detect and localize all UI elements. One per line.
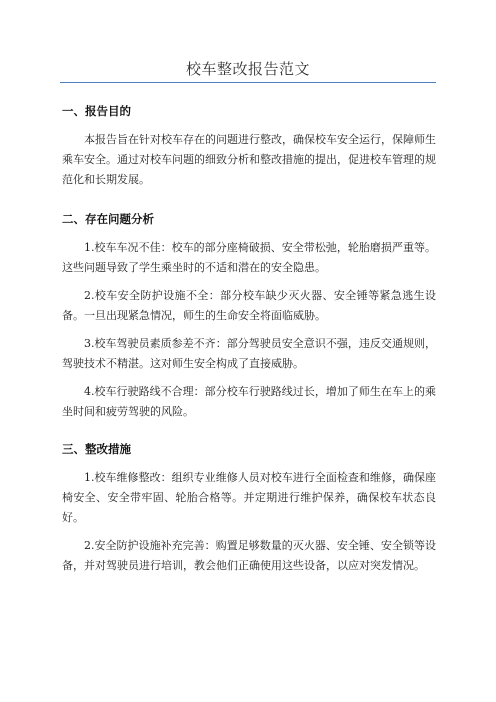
paragraph-problem-4: 4.校车行驶路线不合理：部分校车行驶路线过长，增加了师生在车上的乘坐时间和疲劳驾驶的风险。 bbox=[62, 385, 436, 418]
paragraph-measure-1: 1.校车维修整改：组织专业维修人员对校车进行全面检查和维修，确保座椅安全、安全带牢固、轮胎合格等。并定期进行维护保养，确保校车状态良好。 bbox=[62, 471, 436, 524]
paragraph-purpose: 本报告旨在针对校车存在的问题进行整改，确保校车安全运行，保障师生乘车安全。通过对校车问题的细致分析和整改措施的提出，促进校车管理的规范化和长期发展。 bbox=[62, 133, 436, 186]
paragraph-measure-2: 2.安全防护设施补充完善：购置足够数量的灭火器、安全锤、安全锁等设备，并对驾驶员进行培训，教会他们正确使用这些设备，以应对突发情况。 bbox=[62, 539, 436, 572]
section-heading-measures: 三、整改措施 bbox=[62, 442, 131, 456]
paragraph-problem-3: 3.校车驾驶员素质参差不齐：部分驾驶员安全意识不强，违反交通规则，驾驶技术不精湛。这对师生安全构成了直接威胁。 bbox=[62, 337, 436, 370]
paragraph-problem-2: 2.校车安全防护设施不全：部分校车缺少灭火器、安全锤等紧急逃生设备。一旦出现紧急情况，师生的生命安全将面临威胁。 bbox=[62, 289, 436, 322]
document-body bbox=[62, 92, 436, 584]
section-heading-problems: 二、存在问题分析 bbox=[62, 212, 154, 226]
paragraph-problem-1: 1.校车车况不佳：校车的部分座椅破损、安全带松弛，轮胎磨损严重等。这些问题导致了学生乘坐时的不适和潜在的安全隐患。 bbox=[62, 241, 436, 274]
title-divider bbox=[60, 82, 436, 83]
document-title: 校车整改报告范文 bbox=[185, 60, 310, 78]
section-heading-purpose: 一、报告目的 bbox=[62, 104, 131, 118]
